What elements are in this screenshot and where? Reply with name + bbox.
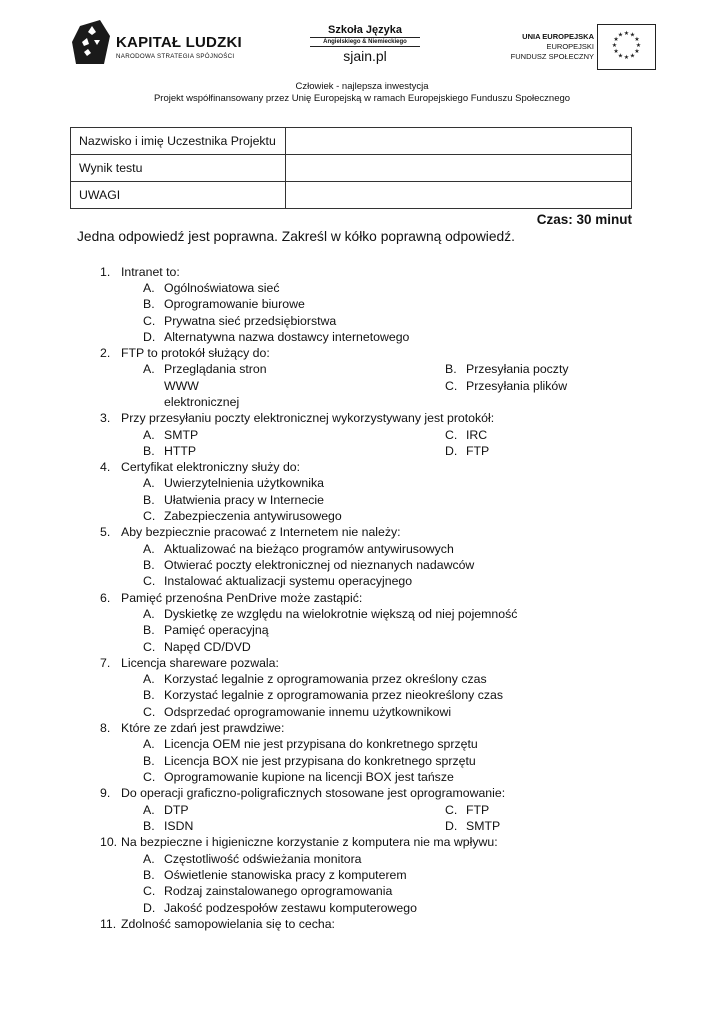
answer-letter[interactable]: B. xyxy=(445,362,457,376)
answer-letter[interactable]: C. xyxy=(143,574,156,588)
answer-letter[interactable]: B. xyxy=(143,444,155,458)
answer-text[interactable]: FTP xyxy=(466,444,490,458)
row-value-score[interactable] xyxy=(286,155,632,182)
question-text: FTP to protokół służący do: xyxy=(121,346,270,360)
question-number: 10. xyxy=(100,835,118,849)
svg-text:★: ★ xyxy=(634,36,640,43)
svg-text:★: ★ xyxy=(623,30,630,37)
answer-letter[interactable]: C. xyxy=(143,705,156,719)
question-number: 7. xyxy=(100,656,111,670)
answer-letter[interactable]: A. xyxy=(143,281,155,295)
question-text: Certyfikat elektroniczny służy do: xyxy=(121,460,301,474)
answer-letter[interactable]: C. xyxy=(143,884,156,898)
row-value-notes[interactable] xyxy=(286,182,632,209)
answer-text[interactable]: Oprogramowanie biurowe xyxy=(164,297,305,311)
tagline-2: Projekt współfinansowany przez Unię Europejską w ramach Europejskiego Funduszu Społecznego xyxy=(153,93,571,104)
answer-text[interactable]: ISDN xyxy=(164,819,194,833)
answer-text[interactable]: HTTP xyxy=(164,444,197,458)
answer-letter[interactable]: B. xyxy=(143,688,155,702)
answer-letter[interactable]: B. xyxy=(143,754,155,768)
answer-text[interactable]: Pamięć operacyjną xyxy=(164,623,269,637)
eu-line1: UNIA EUROPEJSKA xyxy=(522,32,594,41)
svg-text:★: ★ xyxy=(623,54,630,61)
tagline-1: Człowiek - najlepsza inwestycja xyxy=(295,81,429,92)
answer-text[interactable]: Instalować aktualizacji systemu operacyjnego xyxy=(164,574,413,588)
question-number: 4. xyxy=(100,460,111,474)
center-logo-url: sjain.pl xyxy=(343,48,387,64)
answer-letter[interactable]: A. xyxy=(143,476,155,490)
answer-text[interactable]: Rodzaj zainstalowanego oprogramowania xyxy=(164,884,393,898)
question-number: 3. xyxy=(100,411,111,425)
answer-text[interactable]: DTP xyxy=(164,803,189,817)
answer-letter[interactable]: A. xyxy=(143,672,155,686)
answer-text[interactable]: Częstotliwość odświeżania monitora xyxy=(164,852,362,866)
svg-text:★: ★ xyxy=(635,42,642,49)
table-row xyxy=(71,182,632,209)
answer-text[interactable]: elektronicznej xyxy=(164,395,240,409)
question-text: Intranet to: xyxy=(121,265,180,279)
answer-letter[interactable]: B. xyxy=(143,493,155,507)
answer-text[interactable]: Korzystać legalnie z oprogramowania przez nieokreślony czas xyxy=(164,688,504,702)
answer-letter[interactable]: B. xyxy=(143,623,155,637)
answer-text[interactable]: Napęd CD/DVD xyxy=(164,640,251,654)
answer-letter[interactable]: C. xyxy=(143,509,156,523)
answer-letter[interactable]: C. xyxy=(445,428,458,442)
answer-text[interactable]: Przesyłania poczty xyxy=(466,362,569,376)
question-number: 8. xyxy=(100,721,111,735)
answer-text[interactable]: Ogólnoświatowa sieć xyxy=(164,281,280,295)
svg-text:★: ★ xyxy=(617,31,624,39)
question-text: Do operacji graficzno-poligraficznych stosowane jest oprogramowanie: xyxy=(121,786,506,800)
answer-letter[interactable]: A. xyxy=(143,803,155,817)
question-text: Zdolność samopowielania się to cecha: xyxy=(121,917,335,931)
svg-text:★: ★ xyxy=(613,48,619,55)
answer-letter[interactable]: A. xyxy=(143,607,155,621)
answer-text[interactable]: Korzystać legalnie z oprogramowania przez określony czas xyxy=(164,672,487,686)
answer-text[interactable]: Licencja OEM nie jest przypisana do konkretnego sprzętu xyxy=(164,737,478,751)
instruction: Jedna odpowiedź jest poprawna. Zakreśl w kółko poprawną odpowiedź. xyxy=(77,229,515,244)
participant-info-table xyxy=(70,127,632,209)
answer-text[interactable]: Uwierzytelnienia użytkownika xyxy=(164,476,324,490)
table-row xyxy=(71,155,632,182)
answer-text[interactable]: Alternatywna nazwa dostawcy internetowego xyxy=(164,330,410,344)
answer-letter[interactable]: A. xyxy=(143,542,155,556)
answer-text[interactable]: FTP xyxy=(466,803,490,817)
svg-text:★: ★ xyxy=(629,31,636,39)
table-row xyxy=(71,128,632,155)
answer-letter[interactable]: A. xyxy=(143,362,155,376)
answer-letter[interactable]: C. xyxy=(445,803,458,817)
question-text: Licencja shareware pozwala: xyxy=(121,656,279,670)
eu-logo-text xyxy=(490,32,594,62)
center-logo-subtitle: Angielskiego & Niemieckiego xyxy=(310,37,420,47)
question-text: Aby bezpiecznie pracować z Internetem nie należy: xyxy=(121,525,401,539)
answer-text[interactable]: SMTP xyxy=(466,819,501,833)
answer-letter[interactable]: D. xyxy=(143,901,156,915)
answer-text[interactable]: IRC xyxy=(466,428,488,442)
question-text: Pamięć przenośna PenDrive może zastąpić: xyxy=(121,591,363,605)
answer-letter[interactable]: D. xyxy=(143,330,156,344)
row-label-name: Nazwisko i imię Uczestnika Projektu xyxy=(71,128,286,155)
kapital-ludzki-logo xyxy=(70,18,270,70)
row-value-name[interactable] xyxy=(286,128,632,155)
sjain-logo xyxy=(300,24,430,70)
row-label-score: Wynik testu xyxy=(71,155,286,182)
answer-letter[interactable]: C. xyxy=(143,770,156,784)
answer-text[interactable]: Przeglądania stron xyxy=(164,362,267,376)
answer-text[interactable]: Oświetlenie stanowiska pracy z komputerem xyxy=(164,868,407,882)
answer-letter[interactable]: A. xyxy=(143,428,155,442)
eu-line3: FUNDUSZ SPOŁECZNY xyxy=(510,52,594,61)
answer-letter[interactable]: C. xyxy=(445,379,458,393)
answer-text[interactable]: Zabezpieczenia antywirusowego xyxy=(164,509,342,523)
answer-letter[interactable]: C. xyxy=(143,640,156,654)
answer-letter[interactable]: C. xyxy=(143,314,156,328)
answer-text[interactable]: Ułatwienia pracy w Internecie xyxy=(164,493,324,507)
answer-text[interactable]: Oprogramowanie kupione na licencji BOX jest tańsze xyxy=(164,770,454,784)
eu-flag-icon xyxy=(597,24,656,70)
answer-letter[interactable]: B. xyxy=(143,558,155,572)
answer-text[interactable]: Dyskietkę ze względu na wielokrotnie większą od niej pojemność xyxy=(164,607,518,621)
svg-text:★: ★ xyxy=(629,52,636,60)
question-number: 9. xyxy=(100,786,111,800)
answer-letter[interactable]: A. xyxy=(143,852,155,866)
svg-text:★: ★ xyxy=(613,36,619,43)
question-number: 6. xyxy=(100,591,111,605)
answer-letter[interactable]: A. xyxy=(143,737,155,751)
answer-text[interactable]: Otwierać poczty elektronicznej od nieznanych nadawców xyxy=(164,558,475,572)
left-logo-title: KAPITAŁ LUDZKI xyxy=(116,34,242,51)
svg-text:★: ★ xyxy=(617,52,624,60)
left-logo-subtitle: NARODOWA STRATEGIA SPÓJNOŚCI xyxy=(116,53,235,60)
answer-text[interactable]: Odsprzedać oprogramowanie innemu użytkownikowi xyxy=(164,705,452,719)
answer-text[interactable]: Licencja BOX nie jest przypisana do konkretnego sprzętu xyxy=(164,754,476,768)
svg-text:★: ★ xyxy=(611,42,618,49)
answer-text[interactable]: WWW xyxy=(164,379,199,393)
answer-text[interactable]: Aktualizować na bieżąco programów antywirusowych xyxy=(164,542,454,556)
row-label-notes: UWAGI xyxy=(71,182,286,209)
question-text: Na bezpieczne i higieniczne korzystanie z komputera nie ma wpływu: xyxy=(121,835,498,849)
question-text: Które ze zdań jest prawdziwe: xyxy=(121,721,285,735)
time-limit: Czas: 30 minut xyxy=(536,212,632,227)
answer-text[interactable]: Jakość podzespołów zestawu komputerowego xyxy=(164,901,417,915)
question-number: 5. xyxy=(100,525,111,539)
answer-text[interactable]: Prywatna sieć przedsiębiorstwa xyxy=(164,314,337,328)
question-number: 2. xyxy=(100,346,111,360)
question-text: Przy przesyłaniu poczty elektronicznej wykorzystywany jest protokół: xyxy=(121,411,495,425)
eu-line2: EUROPEJSKI xyxy=(546,42,594,51)
kapital-ludzki-emblem-icon xyxy=(70,18,114,68)
answer-text[interactable]: Przesyłania plików xyxy=(466,379,568,393)
answer-letter[interactable]: B. xyxy=(143,819,155,833)
center-logo-title: Szkoła Języka xyxy=(328,24,402,36)
answer-letter[interactable]: D. xyxy=(445,819,458,833)
answer-letter[interactable]: B. xyxy=(143,868,155,882)
answer-letter[interactable]: B. xyxy=(143,297,155,311)
svg-text:★: ★ xyxy=(634,48,640,55)
question-number: 11. xyxy=(100,917,117,931)
question-number: 1. xyxy=(100,265,111,279)
answer-letter[interactable]: D. xyxy=(445,444,458,458)
answer-text[interactable]: SMTP xyxy=(164,428,199,442)
